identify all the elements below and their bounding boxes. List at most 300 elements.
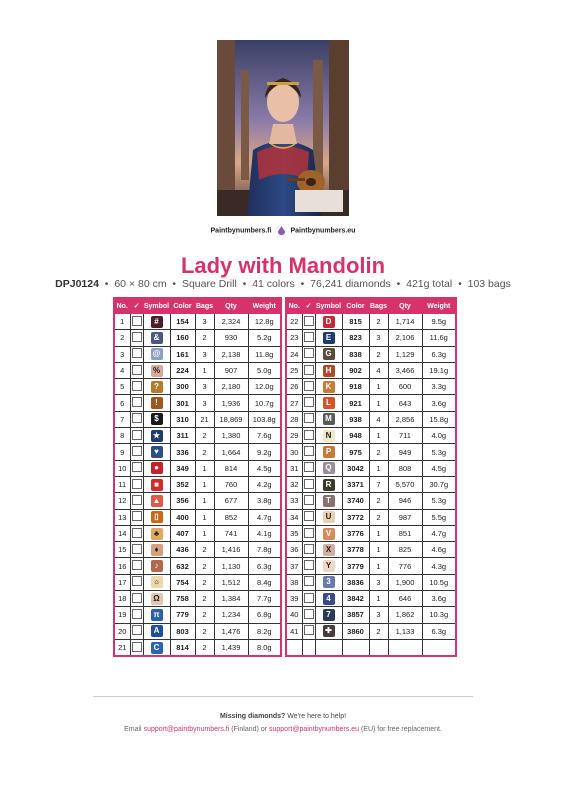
table-row [114, 542, 281, 558]
quantity-cell: 1,130 [214, 558, 248, 574]
weight-cell: 12.8g [248, 314, 281, 330]
symbol-swatch: % [151, 365, 163, 377]
weight-cell: 7.8g [248, 542, 281, 558]
symbol-swatch: $ [151, 413, 163, 425]
footer-divider [93, 696, 473, 697]
symbol-swatch: ● [151, 462, 163, 474]
symbol-swatch: ☼ [151, 576, 163, 588]
color-code: 3772 [342, 509, 369, 525]
symbol-cell [143, 411, 170, 427]
symbol-cell [143, 525, 170, 541]
row-number: 38 [286, 574, 302, 590]
symbol-swatch: ▯ [151, 511, 163, 523]
bag-count-cell: 1 [369, 558, 388, 574]
weight-cell: 5.3g [422, 444, 456, 460]
symbol-swatch: ★ [151, 430, 163, 442]
table-row [286, 558, 456, 574]
symbol-cell [315, 476, 342, 492]
row-checkbox[interactable] [304, 609, 314, 619]
row-checkbox[interactable] [304, 365, 314, 375]
symbol-cell [315, 558, 342, 574]
row-checkbox[interactable] [132, 446, 142, 456]
row-number: 4 [114, 362, 130, 378]
row-checkbox-cell [130, 362, 143, 378]
symbol-swatch: G [323, 348, 335, 360]
row-checkbox[interactable] [132, 462, 142, 472]
quantity-cell: 2,138 [214, 346, 248, 362]
table-row [286, 395, 456, 411]
row-checkbox[interactable] [304, 528, 314, 538]
bag-count-cell: 1 [195, 460, 214, 476]
row-checkbox-cell [130, 639, 143, 656]
row-checkbox[interactable] [304, 446, 314, 456]
symbol-cell [143, 623, 170, 639]
symbol-swatch: π [151, 609, 163, 621]
row-checkbox[interactable] [132, 609, 142, 619]
color-count: 41 colors [252, 278, 295, 290]
row-number: 11 [114, 476, 130, 492]
table-row [114, 574, 281, 590]
quantity-cell: 741 [214, 525, 248, 541]
table-row [286, 623, 456, 639]
row-number: 10 [114, 460, 130, 476]
cover-painting [217, 40, 349, 216]
header-bags: Bags [369, 298, 388, 314]
color-code: 758 [170, 591, 195, 607]
row-checkbox[interactable] [304, 560, 314, 570]
weight-cell: 6.8g [248, 607, 281, 623]
table-row [114, 476, 281, 492]
header-weight: Weight [248, 298, 281, 314]
bag-count-cell: 1 [369, 542, 388, 558]
quantity-cell: 760 [214, 476, 248, 492]
table-row [286, 444, 456, 460]
quantity-cell: 808 [388, 460, 422, 476]
table-row [286, 476, 456, 492]
table-row [114, 362, 281, 378]
row-checkbox[interactable] [132, 576, 142, 586]
symbol-cell [315, 395, 342, 411]
row-checkbox[interactable] [304, 544, 314, 554]
row-checkbox[interactable] [304, 316, 314, 326]
symbol-cell [315, 330, 342, 346]
color-code: 311 [170, 428, 195, 444]
row-checkbox-cell [130, 623, 143, 639]
color-legend-left [113, 297, 282, 657]
weight-cell: 11.6g [422, 330, 456, 346]
row-checkbox[interactable] [132, 479, 142, 489]
paint-drop-icon [278, 226, 285, 235]
color-code: 3740 [342, 493, 369, 509]
color-code: 754 [170, 574, 195, 590]
color-code: 161 [170, 346, 195, 362]
row-checkbox[interactable] [304, 397, 314, 407]
quantity-cell: 1,512 [214, 574, 248, 590]
quantity-cell: 1,714 [388, 314, 422, 330]
weight-cell: 5.2g [248, 330, 281, 346]
row-checkbox[interactable] [304, 430, 314, 440]
row-checkbox-cell [302, 476, 315, 492]
bag-count-cell: 2 [195, 574, 214, 590]
quantity-cell: 852 [214, 509, 248, 525]
quantity-cell: 825 [388, 542, 422, 558]
color-code: 154 [170, 314, 195, 330]
row-number: 12 [114, 493, 130, 509]
weight-cell: 4.1g [248, 525, 281, 541]
color-code: 948 [342, 428, 369, 444]
row-checkbox[interactable] [132, 365, 142, 375]
table-row [286, 542, 456, 558]
symbol-swatch: ! [151, 397, 163, 409]
row-checkbox[interactable] [132, 332, 142, 342]
row-checkbox-cell [302, 493, 315, 509]
table-row [286, 428, 456, 444]
color-code: 407 [170, 525, 195, 541]
table-row [286, 460, 456, 476]
row-checkbox[interactable] [132, 625, 142, 635]
row-checkbox[interactable] [132, 560, 142, 570]
row-checkbox[interactable] [304, 495, 314, 505]
row-checkbox-cell [302, 591, 315, 607]
row-checkbox[interactable] [132, 495, 142, 505]
table-row [286, 509, 456, 525]
weight-cell: 4.7g [422, 525, 456, 541]
row-number: 32 [286, 476, 302, 492]
table-row [114, 509, 281, 525]
row-checkbox[interactable] [304, 381, 314, 391]
table-row [114, 444, 281, 460]
row-number: 2 [114, 330, 130, 346]
symbol-cell [315, 460, 342, 476]
table-row [286, 379, 456, 395]
table-row [114, 395, 281, 411]
brand-bar [0, 226, 566, 235]
row-checkbox[interactable] [304, 576, 314, 586]
row-checkbox-cell [302, 362, 315, 378]
quantity-cell: 2,856 [388, 411, 422, 427]
bag-count-cell: 1 [195, 476, 214, 492]
symbol-swatch: ▲ [151, 495, 163, 507]
row-checkbox-cell [302, 558, 315, 574]
color-code: 436 [170, 542, 195, 558]
separator: • [104, 278, 109, 290]
row-checkbox-cell [130, 428, 143, 444]
symbol-swatch: ♪ [151, 560, 163, 572]
email-link-fi[interactable]: support@paintbynumbers.fi [143, 726, 230, 733]
table-row [114, 460, 281, 476]
table-row [114, 330, 281, 346]
bag-count-cell: 2 [369, 444, 388, 460]
symbol-swatch: 4 [323, 593, 335, 605]
row-number: 15 [114, 542, 130, 558]
row-checkbox[interactable] [132, 397, 142, 407]
bag-count-cell: 3 [369, 607, 388, 623]
row-number: 23 [286, 330, 302, 346]
weight-cell: 8.0g [248, 639, 281, 656]
row-checkbox[interactable] [304, 332, 314, 342]
quantity-cell: 1,380 [214, 428, 248, 444]
row-checkbox[interactable] [132, 511, 142, 521]
row-checkbox[interactable] [132, 642, 142, 652]
row-checkbox-cell [302, 379, 315, 395]
row-number: 19 [114, 607, 130, 623]
symbol-swatch: ♥ [151, 446, 163, 458]
symbol-cell [143, 460, 170, 476]
symbol-swatch: V [323, 528, 335, 540]
table-row [286, 639, 456, 656]
quantity-cell: 2,180 [214, 379, 248, 395]
color-code: 356 [170, 493, 195, 509]
symbol-cell [143, 558, 170, 574]
symbol-cell [143, 509, 170, 525]
row-checkbox-cell [302, 395, 315, 411]
symbol-swatch: @ [151, 348, 163, 360]
color-code: 3371 [342, 476, 369, 492]
symbol-cell [315, 623, 342, 639]
bag-count-cell: 2 [195, 428, 214, 444]
row-checkbox[interactable] [132, 544, 142, 554]
weight-cell: 4.5g [248, 460, 281, 476]
weight-cell: 6.3g [422, 623, 456, 639]
quantity-cell: 646 [388, 591, 422, 607]
table-row [286, 346, 456, 362]
color-code: 3776 [342, 525, 369, 541]
color-code: 301 [170, 395, 195, 411]
symbol-cell [143, 542, 170, 558]
symbol-cell [315, 411, 342, 427]
color-code: 921 [342, 395, 369, 411]
row-number: 13 [114, 509, 130, 525]
bag-count-cell: 1 [195, 509, 214, 525]
weight-cell: 4.7g [248, 509, 281, 525]
color-code: 349 [170, 460, 195, 476]
row-checkbox-cell [302, 330, 315, 346]
weight-cell: 30.7g [422, 476, 456, 492]
symbol-swatch: & [151, 332, 163, 344]
bag-count-cell: 7 [369, 476, 388, 492]
table-row [114, 411, 281, 427]
row-number: 35 [286, 525, 302, 541]
quantity-cell: 814 [214, 460, 248, 476]
header-no: No. [286, 298, 302, 314]
symbol-swatch: X [323, 544, 335, 556]
row-checkbox-cell [302, 525, 315, 541]
symbol-cell [143, 444, 170, 460]
quantity-cell: 1,476 [214, 623, 248, 639]
row-checkbox-cell [302, 574, 315, 590]
symbol-cell [315, 493, 342, 509]
quantity-cell: 1,384 [214, 591, 248, 607]
row-number: 9 [114, 444, 130, 460]
weight-cell: 103.8g [248, 411, 281, 427]
row-checkbox[interactable] [304, 511, 314, 521]
color-code: 310 [170, 411, 195, 427]
symbol-swatch: N [323, 430, 335, 442]
weight-cell: 3.8g [248, 493, 281, 509]
bag-count-cell: 2 [369, 493, 388, 509]
weight-cell: 5.3g [422, 493, 456, 509]
row-checkbox-cell [130, 395, 143, 411]
row-checkbox-cell [130, 444, 143, 460]
bag-count-cell: 1 [195, 362, 214, 378]
symbol-cell [143, 639, 170, 656]
symbol-swatch: M [323, 413, 335, 425]
weight-cell: 5.5g [422, 509, 456, 525]
cover-painting-image [217, 40, 349, 216]
weight-cell: 9.2g [248, 444, 281, 460]
quantity-cell: 930 [214, 330, 248, 346]
bag-count-cell: 1 [369, 379, 388, 395]
row-number: 39 [286, 591, 302, 607]
row-checkbox[interactable] [132, 413, 142, 423]
diamond-count: 76,241 diamonds [310, 278, 391, 290]
table-row [286, 411, 456, 427]
weight-cell: 11.8g [248, 346, 281, 362]
symbol-swatch: A [151, 625, 163, 637]
table-row [286, 314, 456, 330]
empty-cell [388, 639, 422, 656]
row-checkbox[interactable] [132, 430, 142, 440]
color-code: 3842 [342, 591, 369, 607]
quantity-cell: 1,900 [388, 574, 422, 590]
quantity-cell: 18,869 [214, 411, 248, 427]
symbol-swatch: Q [323, 462, 335, 474]
row-checkbox[interactable] [304, 479, 314, 489]
bag-count-cell: 4 [369, 362, 388, 378]
row-number: 18 [114, 591, 130, 607]
quantity-cell: 987 [388, 509, 422, 525]
row-checkbox[interactable] [304, 413, 314, 423]
empty-cell [315, 639, 342, 656]
row-checkbox[interactable] [304, 348, 314, 358]
quantity-cell: 643 [388, 395, 422, 411]
separator: • [242, 278, 247, 290]
bag-count-cell: 3 [195, 395, 214, 411]
bag-count: 103 bags [467, 278, 511, 290]
symbol-swatch: ✚ [323, 625, 335, 637]
weight-cell: 4.0g [422, 428, 456, 444]
quantity-cell: 1,936 [214, 395, 248, 411]
contact-line [0, 726, 566, 733]
quantity-cell: 1,133 [388, 623, 422, 639]
brand-fi: Paintbynumbers.fi [210, 227, 272, 235]
bag-count-cell: 3 [195, 314, 214, 330]
row-checkbox[interactable] [132, 381, 142, 391]
weight-cell: 10.7g [248, 395, 281, 411]
symbol-cell [143, 591, 170, 607]
bag-count-cell: 2 [369, 346, 388, 362]
separator: • [396, 278, 401, 290]
symbol-cell [143, 314, 170, 330]
row-number: 7 [114, 411, 130, 427]
row-checkbox-cell [302, 607, 315, 623]
row-number: 31 [286, 460, 302, 476]
product-subtitle [0, 278, 566, 290]
bag-count-cell: 2 [195, 444, 214, 460]
table-row [114, 379, 281, 395]
drill-type: Square Drill [181, 278, 237, 290]
header-no: No. [114, 298, 130, 314]
canvas-size: 60 × 80 cm [114, 278, 167, 290]
row-checkbox-cell [302, 411, 315, 427]
header-check: ✓ [130, 298, 143, 314]
color-code: 838 [342, 346, 369, 362]
symbol-swatch: 3 [323, 576, 335, 588]
quantity-cell: 1,416 [214, 542, 248, 558]
symbol-cell [143, 379, 170, 395]
quantity-cell: 5,570 [388, 476, 422, 492]
quantity-cell: 3,466 [388, 362, 422, 378]
row-checkbox-cell [130, 525, 143, 541]
bag-count-cell: 3 [195, 346, 214, 362]
header-symbol: Symbol [315, 298, 342, 314]
row-number: 27 [286, 395, 302, 411]
symbol-cell [315, 314, 342, 330]
weight-cell: 10.3g [422, 607, 456, 623]
quantity-cell: 949 [388, 444, 422, 460]
color-code: 352 [170, 476, 195, 492]
symbol-swatch: R [323, 479, 335, 491]
row-number: 25 [286, 362, 302, 378]
symbol-cell [315, 428, 342, 444]
table-row [114, 314, 281, 330]
symbol-swatch: L [323, 397, 335, 409]
fi-note: (Finland) or [231, 726, 268, 733]
row-number: 26 [286, 379, 302, 395]
row-checkbox[interactable] [304, 462, 314, 472]
weight-cell: 6.3g [422, 346, 456, 362]
email-link-eu[interactable]: support@paintbynumbers.eu [269, 726, 359, 733]
quantity-cell: 2,106 [388, 330, 422, 346]
bag-count-cell: 1 [369, 591, 388, 607]
symbol-swatch: K [323, 381, 335, 393]
row-checkbox[interactable] [132, 316, 142, 326]
weight-cell: 8.2g [248, 623, 281, 639]
weight-cell: 4.5g [422, 460, 456, 476]
bag-count-cell: 1 [369, 525, 388, 541]
symbol-cell [315, 591, 342, 607]
row-checkbox-cell [130, 314, 143, 330]
color-code: 938 [342, 411, 369, 427]
table-row [114, 607, 281, 623]
color-code: 3779 [342, 558, 369, 574]
row-checkbox[interactable] [304, 625, 314, 635]
row-checkbox[interactable] [304, 593, 314, 603]
symbol-cell [315, 444, 342, 460]
row-checkbox-cell [302, 314, 315, 330]
email-prefix: Email [124, 726, 142, 733]
row-checkbox[interactable] [132, 593, 142, 603]
row-checkbox-cell [130, 574, 143, 590]
bag-count-cell: 2 [195, 558, 214, 574]
color-code: 224 [170, 362, 195, 378]
row-checkbox-cell [130, 493, 143, 509]
bag-count-cell: 21 [195, 411, 214, 427]
quantity-cell: 907 [214, 362, 248, 378]
symbol-cell [143, 476, 170, 492]
row-number: 6 [114, 395, 130, 411]
row-checkbox[interactable] [132, 528, 142, 538]
symbol-swatch: C [151, 642, 163, 654]
table-row [114, 428, 281, 444]
legend-header-row [114, 298, 281, 314]
symbol-cell [315, 607, 342, 623]
bag-count-cell: 1 [369, 460, 388, 476]
row-checkbox[interactable] [132, 348, 142, 358]
row-checkbox-cell [130, 379, 143, 395]
color-legend-right [285, 297, 457, 657]
symbol-swatch: ♣ [151, 528, 163, 540]
